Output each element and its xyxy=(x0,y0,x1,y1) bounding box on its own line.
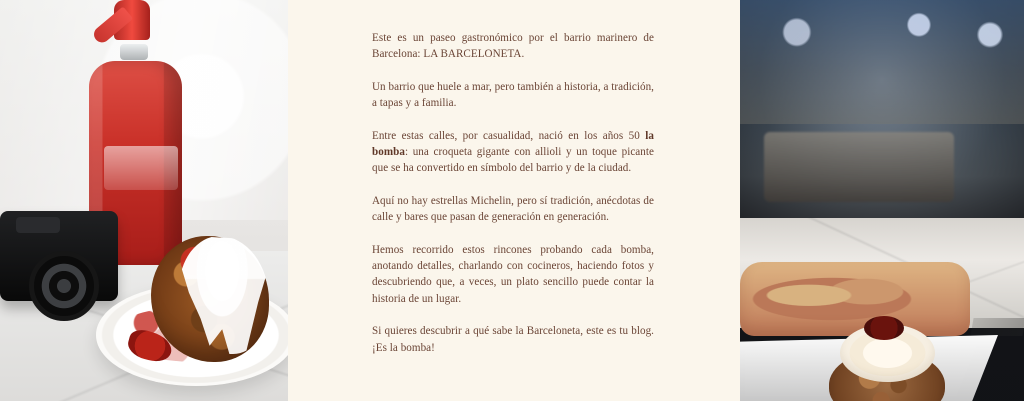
story-text xyxy=(372,30,654,356)
right-food-photo xyxy=(740,0,1024,401)
story-paragraph-3-bold: la bomba xyxy=(372,129,654,159)
camera-top-plate xyxy=(16,217,60,233)
story-paragraph-4: Aquí no hay estrellas Michelin, pero sí tradición, anécdotas de calle y bares que pasan de generación en generación. xyxy=(372,194,654,224)
camera xyxy=(0,211,118,301)
story-paragraph-3 xyxy=(372,128,654,177)
camera-lens xyxy=(29,251,99,321)
story-paragraph-2: Un barrio que huele a mar, pero también a historia, a tradición, a tapas y a familia. xyxy=(372,80,654,110)
story-paragraph-1: Este es un paseo gastronómico por el barrio marinero de Barcelona: LA BARCELONETA. xyxy=(372,32,654,61)
story-paragraph-3-before: Entre estas calles, por casualidad, nació en los años 50 xyxy=(372,129,646,142)
right-sign xyxy=(970,318,1024,336)
right-bread xyxy=(740,262,970,336)
story-paragraph-5: Hemos recorrido estos rincones probando cada bomba, anotando detalles, charlando con cocineros, haciendo fotos y descubriendo que, a veces, un plato sencillo puede contar la historia de un lugar. xyxy=(372,243,654,305)
story-paragraph-6: Si quieres descubrir a qué sabe la Barceloneta, este es tu blog. ¡Es la bomba! xyxy=(372,325,654,354)
left-food-photo xyxy=(0,0,288,401)
story-paragraph-3-after: : una croqueta gigante con allioli y un toque picante que se ha convertido en símbolo del barrio y de la ciudad. xyxy=(372,146,654,175)
right-photo-background-shelf xyxy=(740,0,1024,124)
right-spicy-sauce xyxy=(864,316,904,340)
red-siphon-bottle-label xyxy=(104,146,178,190)
right-photo-background-counter xyxy=(764,132,954,202)
story-panel xyxy=(288,0,740,401)
red-siphon-bottle-cap xyxy=(120,44,148,60)
